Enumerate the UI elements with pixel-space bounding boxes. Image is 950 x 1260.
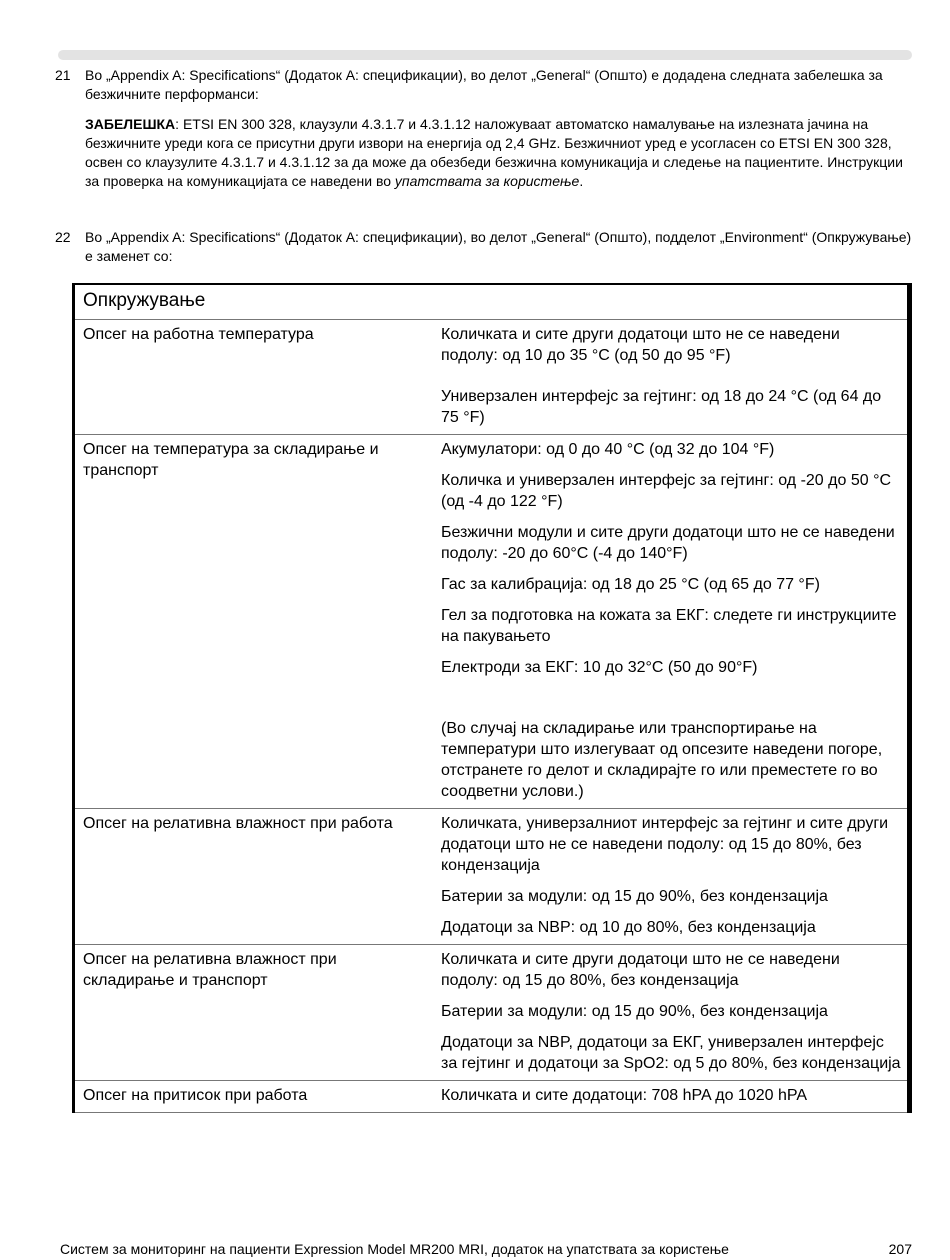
header-rule xyxy=(58,50,912,60)
spec-value: Количка и универзален интерфејс за гејтинг: од -20 до 50 °C (од -4 до 122 °F) xyxy=(441,472,892,510)
note-end: . xyxy=(579,173,584,189)
parameter-cell: Опсег на релативна влажност при работа xyxy=(74,809,434,945)
table-row xyxy=(74,320,910,435)
values-cell xyxy=(433,809,910,945)
values-cell xyxy=(433,320,910,435)
spec-value: Акумулатори: од 0 до 40 °C (од 32 до 104 °F) xyxy=(441,441,775,458)
item-text: Во „Appendix A: Specifications“ (Додаток A: спецификации), во делот „General“ (Општо) е додадена следната забелешка за безжичните перформанси: xyxy=(85,67,883,102)
parameter-cell: Опсег на релативна влажност при складирање и транспорт xyxy=(74,945,434,1081)
table-heading: Опкружување xyxy=(74,284,910,320)
footer-title: Систем за мониторинг на пациенти Expression Model MR200 MRI, додаток на упатствата за користење xyxy=(60,1241,729,1257)
table-row xyxy=(74,945,910,1081)
parameter-cell: Опсег на работна температура xyxy=(74,320,434,435)
wireless-note xyxy=(85,115,915,191)
note-reference: упатствата за користење xyxy=(394,173,580,189)
note-text: : ETSI EN 300 328, клаузули 4.3.1.7 и 4.3.1.12 наложуваат автоматско намалување на излезната јачина на безжичните уреди кога се присутни други извори на енергија од 2,4 GHz. Безжичниот уред е усогласен со ETSI EN 300 328, освен со клаузулите 4.3.1.7 и 4.3.1.12 за да може да обезбеди безжична комуникација и следење на пациентите. Инструкции за проверка на комуникацијата се наведени во xyxy=(85,116,903,189)
page-number: 207 xyxy=(888,1241,912,1257)
spec-value: Гел за подготовка на кожата за ЕКГ: следете ги инструкциите на пакувањето xyxy=(441,607,897,645)
table-heading-row xyxy=(74,284,910,320)
spec-value: Електроди за ЕКГ: 10 до 32°C (50 до 90°F) xyxy=(441,659,758,676)
spec-value: Количката, универзалниот интерфејс за гејтинг и сите други додатоци што не се наведени подолу: од 15 до 80%, без кондензација xyxy=(441,815,889,874)
item-22 xyxy=(55,228,915,266)
environment-table xyxy=(72,283,912,1113)
parameter-cell: Опсег на притисок при работа xyxy=(74,1081,434,1113)
spec-value: Гас за калибрација: од 18 до 25 °C (од 65 до 77 °F) xyxy=(441,576,820,593)
note-label: ЗАБЕЛЕШКА xyxy=(85,116,176,132)
parameter-cell: Опсег на температура за складирање и транспорт xyxy=(74,435,434,809)
values-cell xyxy=(433,945,910,1081)
spec-value: Батерии за модули: од 15 до 90%, без кондензација xyxy=(441,1003,828,1020)
spec-value: (Во случај на складирање или транспортирање на температури што излегуваат од опсезите наведени погоре, отстранете го делот и складирајте го или преместете го во соодветни услови.) xyxy=(441,720,883,800)
item-number: 21 xyxy=(55,67,71,83)
spec-value: Количката и сите други додатоци што не се наведени подолу: од 10 до 35 °C (од 50 до 95 °F) xyxy=(441,326,840,364)
item-21 xyxy=(55,66,915,191)
table-row xyxy=(74,1081,910,1113)
spec-value: Безжични модули и сите други додатоци што не се наведени подолу: -20 до 60°C (-4 до 140°F) xyxy=(441,524,895,562)
spec-value: Батерии за модули: од 15 до 90%, без кондензација xyxy=(441,888,828,905)
table-row xyxy=(74,809,910,945)
spec-value: Универзален интерфејс за гејтинг: од 18 до 24 °C (од 64 до 75 °F) xyxy=(441,388,882,426)
values-cell xyxy=(433,435,910,809)
spec-value: Додатоци за NBP: од 10 до 80%, без кондензација xyxy=(441,919,816,936)
spec-value: Додатоци за NBP, додатоци за ЕКГ, универзален интерфејс за гејтинг и додатоци за SpO2: од 5 до 80%, без кондензација xyxy=(441,1034,901,1072)
table-row xyxy=(74,435,910,809)
spec-value: Количката и сите додатоци: 708 hPA до 1020 hPA xyxy=(441,1087,808,1104)
item-text: Во „Appendix A: Specifications“ (Додаток A: спецификации), во делот „General“ (Општо), подделот „Environment“ (Опкружување) е заменет со: xyxy=(85,229,912,264)
item-number: 22 xyxy=(55,229,71,245)
values-cell xyxy=(433,1081,910,1113)
spec-value: Количката и сите други додатоци што не се наведени подолу: од 15 до 80%, без кондензација xyxy=(441,951,840,989)
